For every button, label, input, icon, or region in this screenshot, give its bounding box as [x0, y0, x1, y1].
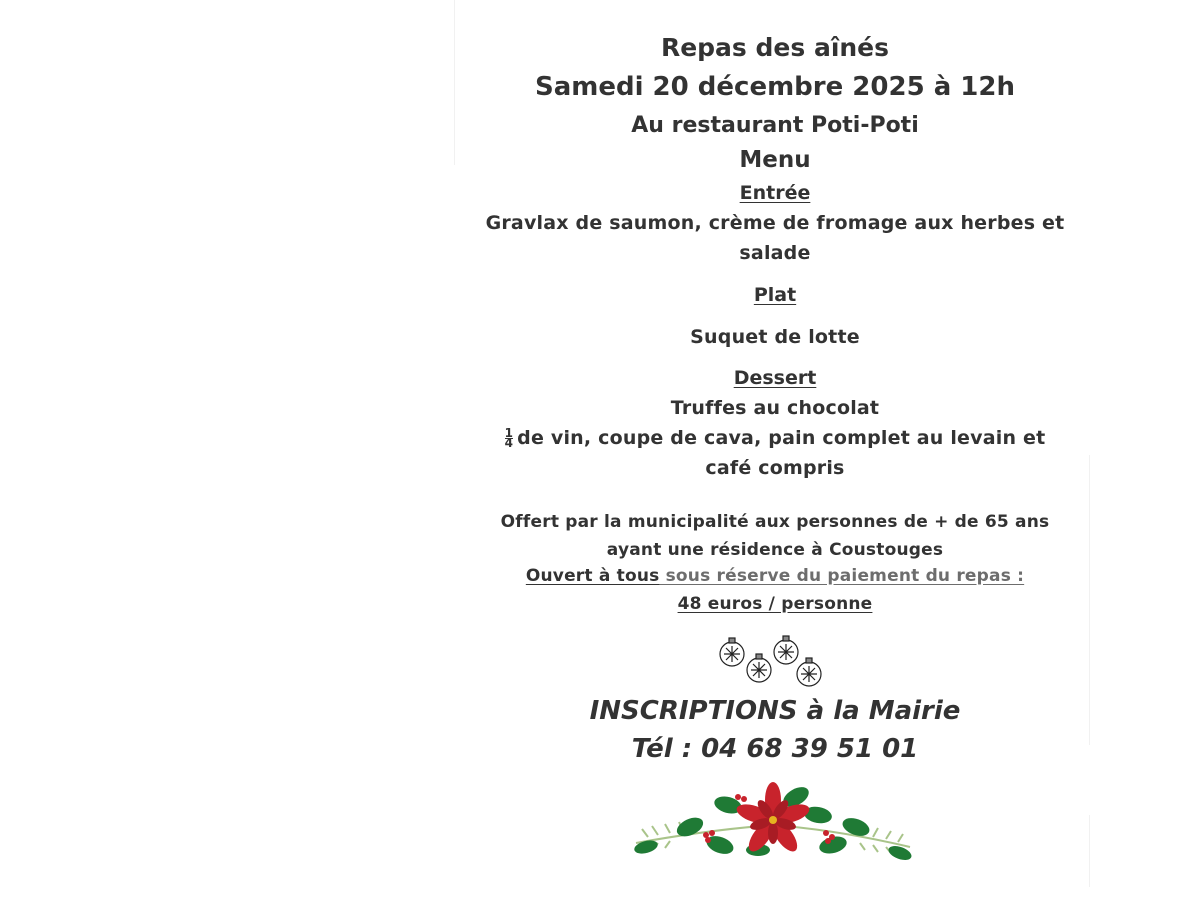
christmas-baubles-icon: [712, 630, 832, 692]
phone-number: Tél : 04 68 39 51 01: [631, 734, 919, 764]
dessert-line-1: Truffes au chocolat: [670, 397, 880, 419]
offer-line-1: Offert par la municipalité aux personnes de + de 65 ans: [500, 512, 1050, 532]
registration-text: INSCRIPTIONS à la Mairie: [589, 696, 961, 726]
included-line-2: café compris: [705, 457, 845, 479]
included-line-1: $\frac{1}{4}$ de vin, coupe de cava, pain complet au levain et: [504, 426, 1046, 450]
menu-heading: Menu: [739, 147, 811, 173]
price: 48 euros / personne: [677, 594, 873, 614]
section-heading-dessert: Dessert: [733, 367, 817, 389]
fraction-quarter: $\frac{1}{4}$: [504, 426, 514, 450]
offer-line-3: [445, 566, 1105, 586]
payment-condition: sous réserve du paiement du repas :: [659, 566, 1025, 586]
section-heading-plat: Plat: [753, 284, 797, 306]
entree-line-2: salade: [739, 242, 811, 264]
poinsettia-garland-icon: [628, 775, 918, 865]
offer-line-2: ayant une résidence à Coustouges: [606, 540, 944, 560]
flyer-title: Repas des aînés: [660, 33, 890, 62]
plat-line-1: Suquet de lotte: [690, 326, 860, 348]
price-line: [445, 594, 1105, 614]
event-date: Samedi 20 décembre 2025 à 12h: [534, 72, 1015, 102]
open-label: Ouvert à tous: [525, 566, 660, 586]
venue: Au restaurant Poti-Poti: [631, 113, 919, 138]
section-heading-entree: Entrée: [739, 182, 811, 204]
entree-line-1: Gravlax de saumon, crème de fromage aux herbes et: [485, 212, 1065, 234]
scan-edge-right-lower: [1089, 815, 1090, 887]
